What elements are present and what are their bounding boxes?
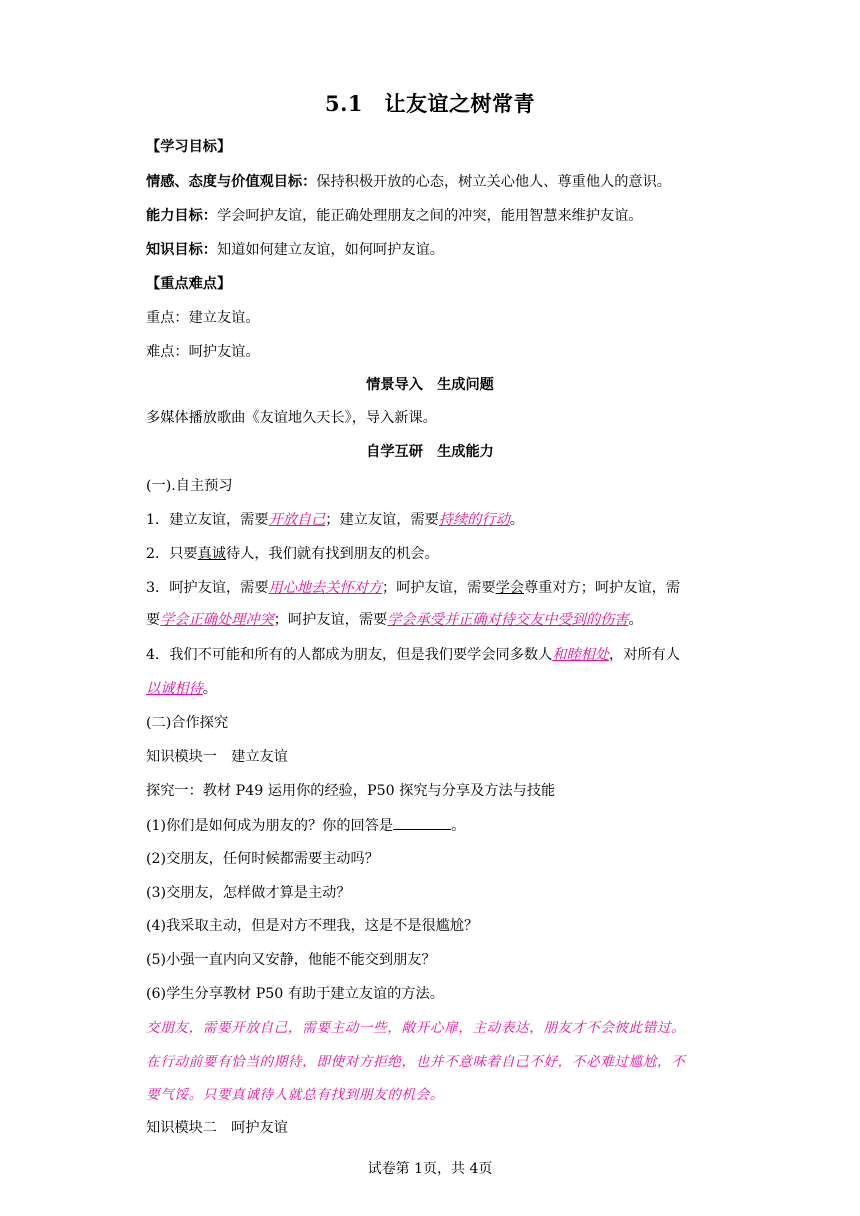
module-1-title: 知识模块一 建立友谊 xyxy=(146,749,288,765)
answer-blank xyxy=(393,815,451,830)
item3-text-d: 要 xyxy=(146,612,161,628)
item4-answer-2: 以诚相待 xyxy=(146,681,203,697)
item1-text-a: 1．建立友谊，需要 xyxy=(146,512,269,528)
question-5: (5)小强一直内向又安静，他能不能交到朋友？ xyxy=(146,952,436,968)
answer-line-1: 交朋友，需要开放自己，需要主动一些，敞开心扉，主动表达，朋友才不会彼此错过。 xyxy=(146,1020,686,1036)
item4-answer-1: 和睦相处 xyxy=(552,647,610,663)
module-2-title: 知识模块二 呵护友谊 xyxy=(146,1120,288,1136)
key-heading: 【重点难点】 xyxy=(146,276,232,292)
item3-text-e: ；呵护友谊，需要 xyxy=(273,612,388,628)
intro-text: 多媒体播放歌曲《友谊地久天长》，导入新课。 xyxy=(146,410,437,426)
item4-text-c: 。 xyxy=(202,681,217,697)
preview-item-4-line2 xyxy=(146,679,726,699)
item3-text-a: 3．呵护友谊，需要 xyxy=(146,580,269,596)
item2-text-a: 2．只要 xyxy=(146,546,198,562)
goal-emotion xyxy=(146,172,726,192)
goal-emotion-text: 保持积极开放的心态，树立关心他人、尊重他人的意识。 xyxy=(316,174,671,190)
item1-answer-2: 持续的行动 xyxy=(438,512,510,528)
answer-line-2: 在行动前要有恰当的期待，即使对方拒绝，也并不意味着自己不好，不必难过尴尬，不 xyxy=(146,1054,686,1070)
goal-ability xyxy=(146,206,726,226)
page-footer: 试卷第 1页，共 4页 xyxy=(367,1161,493,1177)
item4-text-a: 4．我们不可能和所有的人都成为朋友，但是我们要学会同多数人 xyxy=(146,647,553,663)
goal-knowledge xyxy=(146,240,726,260)
preview-item-1 xyxy=(146,510,726,530)
preview-title: (一).自主预习 xyxy=(146,478,233,494)
item2-underlined: 真诚 xyxy=(197,546,226,562)
question-1 xyxy=(146,815,726,836)
question-2: (2)交朋友，任何时候都需要主动吗？ xyxy=(146,851,379,867)
preview-item-4-line1 xyxy=(146,645,726,665)
explore-1: 探究一：教材 P49 运用你的经验，P50 探究与分享及方法与技能 xyxy=(146,783,556,799)
item1-text-b: ；建立友谊，需要 xyxy=(325,512,439,528)
item3-text-c: 尊重对方；呵护友谊，需 xyxy=(523,580,681,596)
answer-line-3: 要气馁。只要真诚待人就总有找到朋友的机会。 xyxy=(146,1087,445,1103)
selfstudy-heading: 自学互研 生成能力 xyxy=(366,444,494,460)
preview-item-2 xyxy=(146,544,726,564)
item3-answer-3: 学会承受并正确对待交友中受到的伤害 xyxy=(387,612,629,628)
preview-item-3-line1 xyxy=(146,578,726,598)
key-point: 重点：建立友谊。 xyxy=(146,310,260,326)
item3-answer-2: 学会正确处理冲突 xyxy=(160,612,274,628)
item4-text-b: ，对所有人 xyxy=(609,647,680,663)
question-3: (3)交朋友，怎样做才算是主动？ xyxy=(146,885,351,901)
item3-text-f: 。 xyxy=(628,612,643,628)
goals-heading: 【学习目标】 xyxy=(146,139,232,155)
goal-knowledge-text: 知道如何建立友谊，如何呵护友谊。 xyxy=(216,242,444,258)
question-1-text: (1)你们是如何成为朋友的？你的回答是 xyxy=(146,818,394,834)
page-title: 5.1 让友谊之树常青 xyxy=(324,91,536,116)
goal-ability-text: 学会呵护友谊，能正确处理朋友之间的冲突，能用智慧来维护友谊。 xyxy=(216,208,643,224)
question-4: (4)我采取主动，但是对方不理我，这是不是很尴尬？ xyxy=(146,918,479,934)
item3-underlined: 学会 xyxy=(495,580,524,596)
item2-text-b: 待人，我们就有找到朋友的机会。 xyxy=(225,546,439,562)
item1-text-c: 。 xyxy=(509,512,524,528)
goal-ability-label: 能力目标： xyxy=(146,208,217,224)
item3-text-b: ；呵护友谊，需要 xyxy=(382,580,496,596)
difficulty-point: 难点：呵护友谊。 xyxy=(146,344,260,360)
preview-item-3-line2 xyxy=(146,610,726,630)
item3-answer-1: 用心地去关怀对方 xyxy=(268,580,383,596)
question-6: (6)学生分享教材 P50 有助于建立友谊的方法。 xyxy=(146,986,444,1002)
goal-knowledge-label: 知识目标： xyxy=(146,242,217,258)
intro-heading: 情景导入 生成问题 xyxy=(366,377,494,393)
question-1-end: 。 xyxy=(451,818,466,834)
item1-answer-1: 开放自己 xyxy=(268,512,326,528)
goal-emotion-label: 情感、态度与价值观目标： xyxy=(146,174,317,190)
coop-title: (二)合作探究 xyxy=(146,715,229,731)
